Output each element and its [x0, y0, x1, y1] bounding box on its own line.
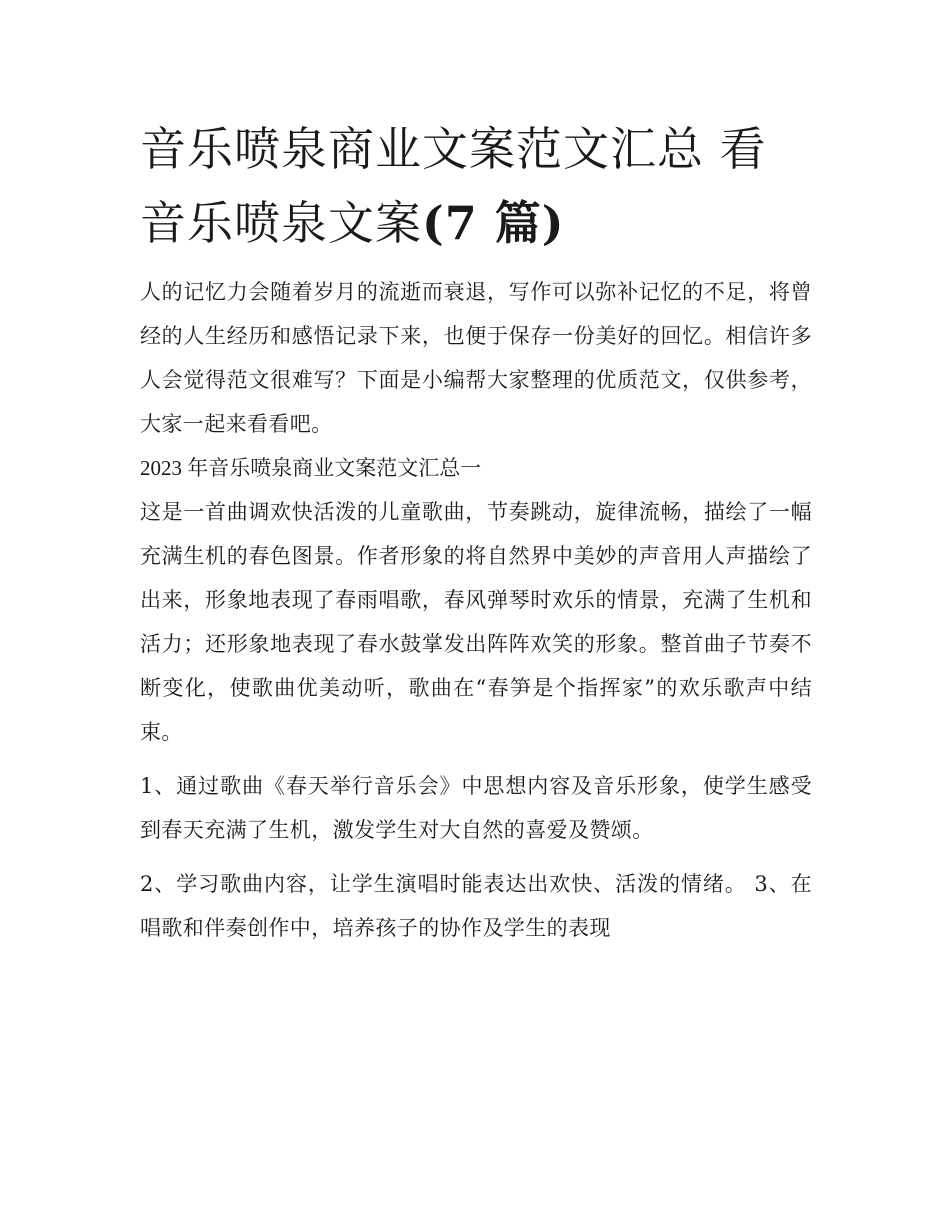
section-body-paragraph: 这是一首曲调欢快活泼的儿童歌曲，节奏跳动，旋律流畅，描绘了一幅充满生机的春色图景。作者形象的将自然界中美妙的声音用人声描绘了出来，形象地表现了春雨唱歌，春风弹琴时欢乐的情景，充满了生机和活力；还形象地表现了春水鼓掌发出阵阵欢笑的形象。整首曲子节奏不断变化，使歌曲优美动听，歌曲在“春笋是个指挥家”的欢乐歌声中结束。 — [140, 500, 812, 744]
list-item-1: 1、通过歌曲《春天举行音乐会》中思想内容及音乐形象，使学生感受到春天充满了生机，激发学生对大自然的喜爱及赞颂。 — [140, 774, 812, 842]
title-text: 音乐喷泉商业文案范文汇总 看音乐喷泉文案 — [140, 122, 767, 250]
section-heading: 2023 年音乐喷泉商业文案范文汇总一 — [140, 456, 482, 480]
list-item-2: 2、学习歌曲内容，让学生演唱时能表达出欢快、活泼的情绪。 3、在唱歌和伴奏创作中，培养孩子的协作及学生的表现 — [140, 872, 812, 940]
document-page — [140, 112, 812, 950]
document-title — [140, 112, 812, 260]
title-count: (7 篇) — [422, 196, 565, 250]
intro-paragraph: 人的记忆力会随着岁月的流逝而衰退，写作可以弥补记忆的不足，将曾经的人生经历和感悟记录下来，也便于保存一份美好的回忆。相信许多人会觉得范文很难写？下面是小编帮大家整理的优质范文，仅供参考，大家一起来看看吧。 — [140, 280, 812, 436]
